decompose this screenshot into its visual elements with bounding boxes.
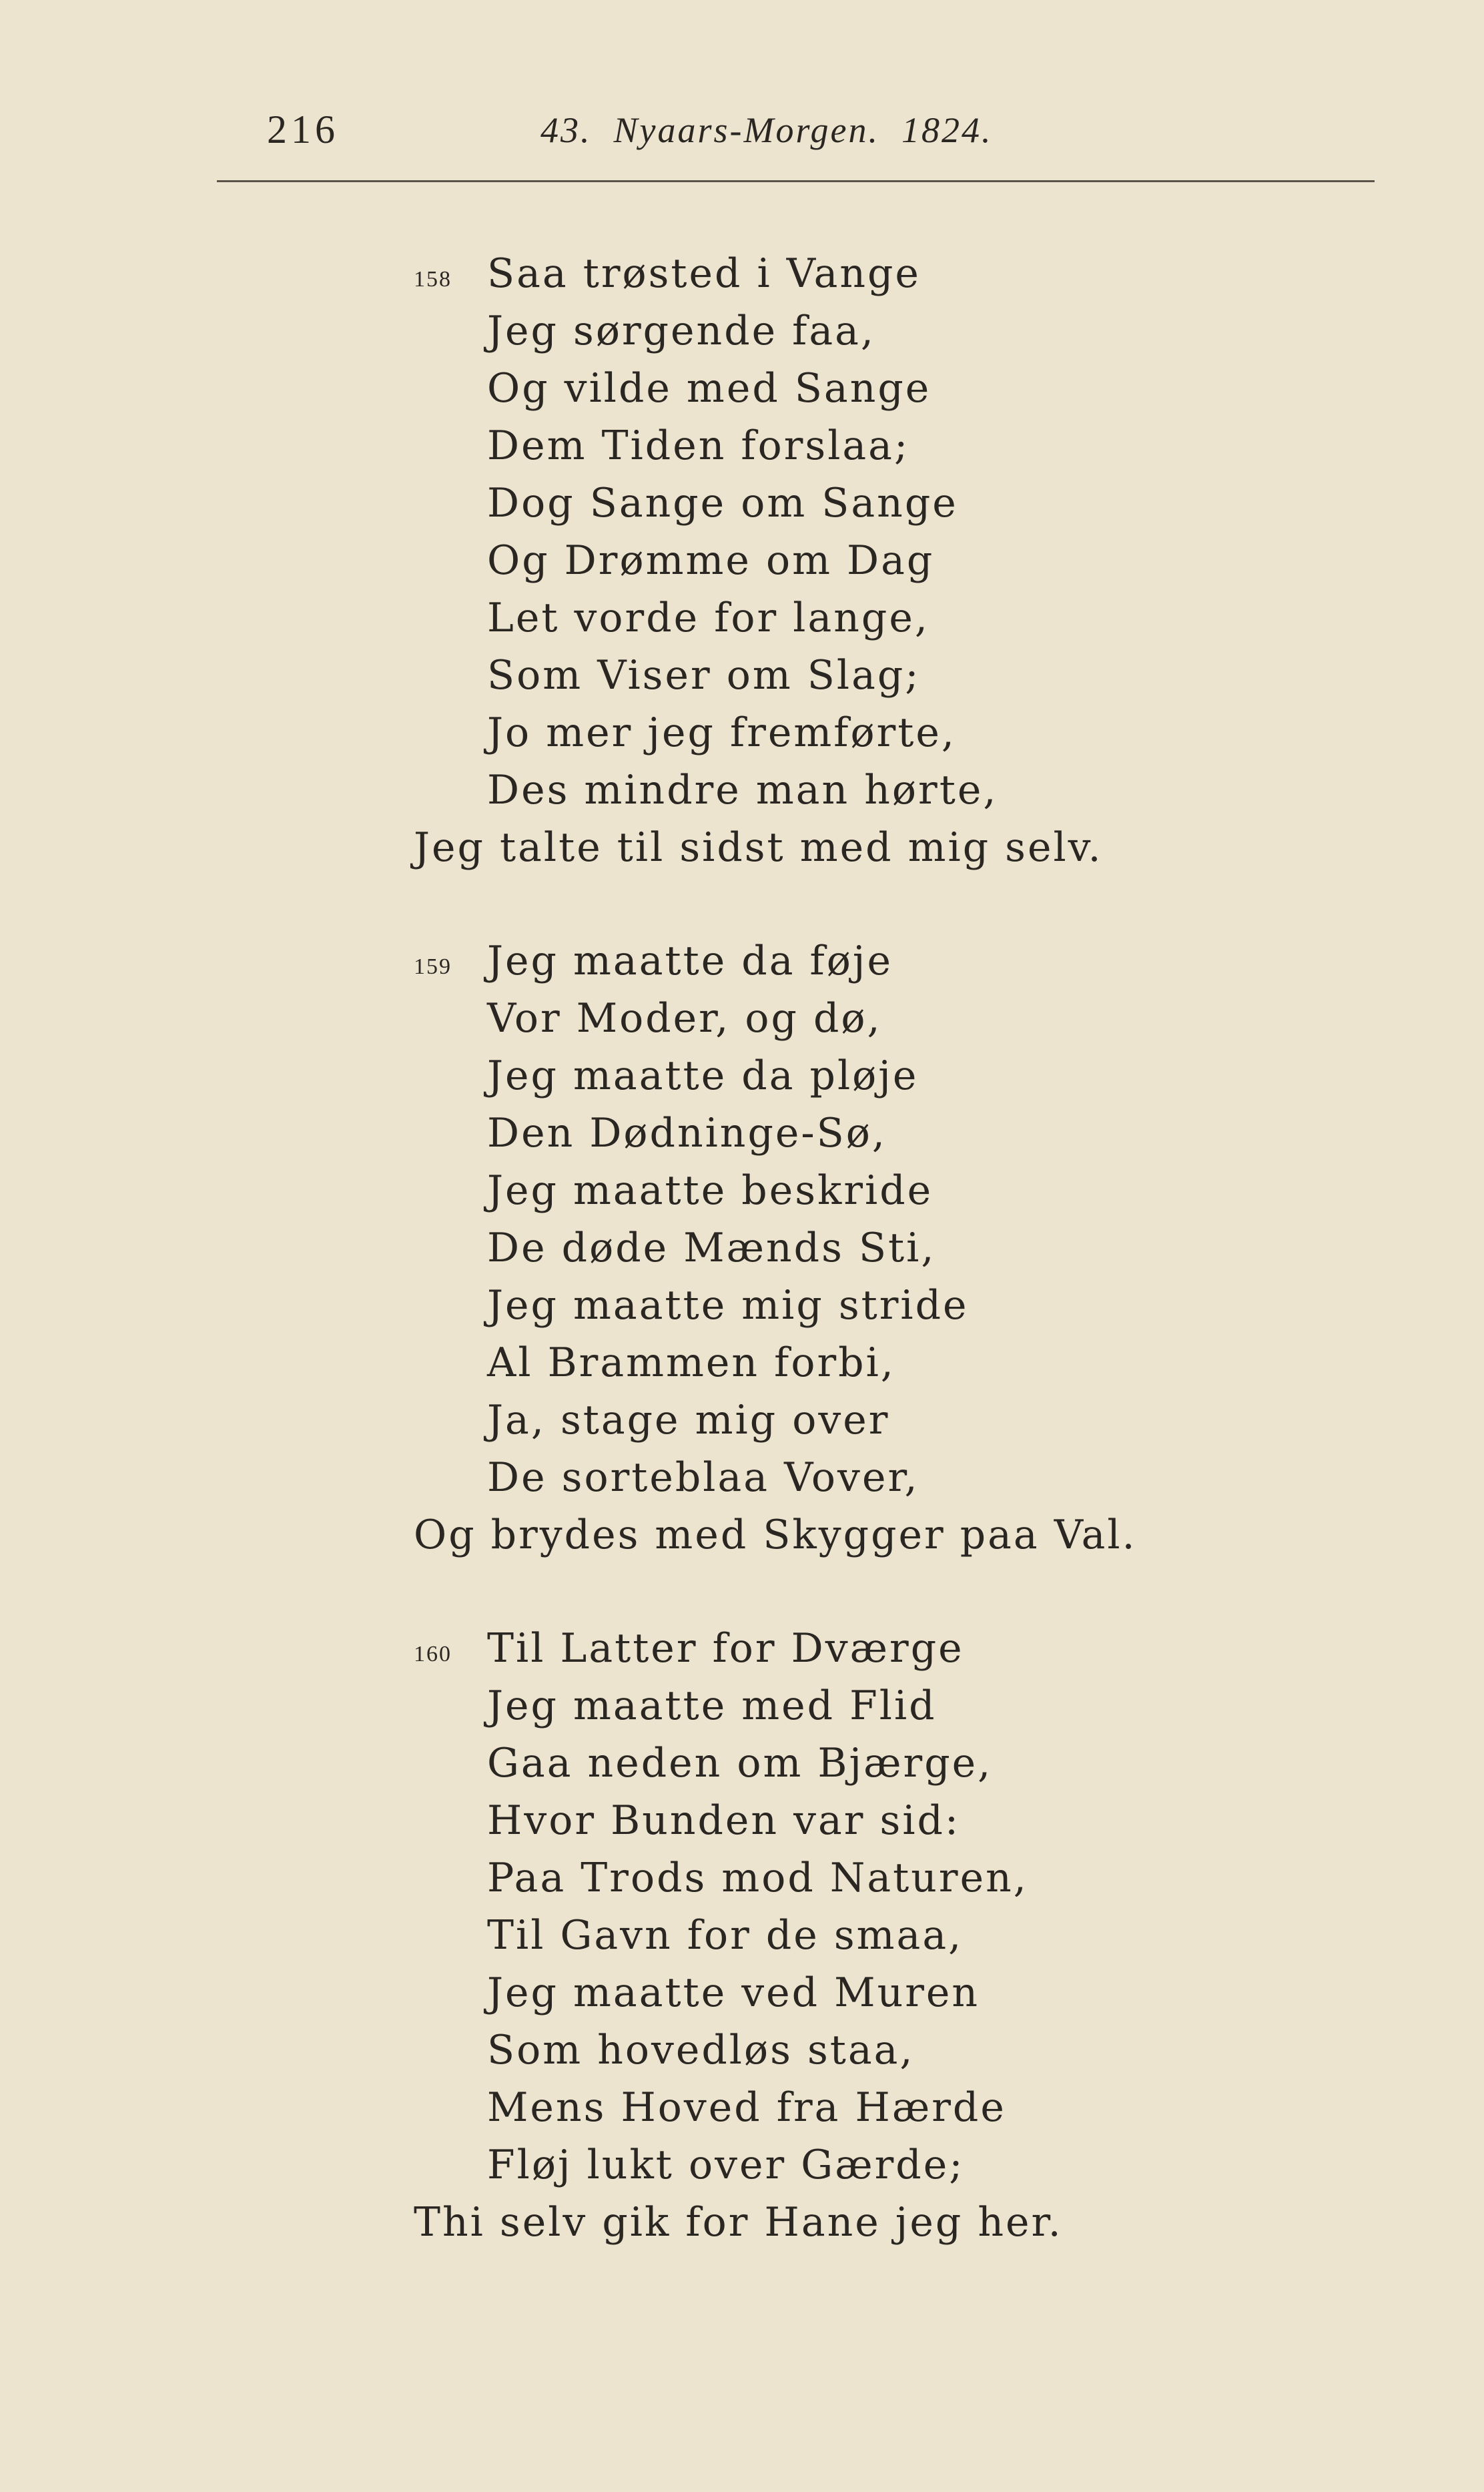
- verse-line: Mens Hoved fra Hærde: [487, 2084, 1006, 2131]
- verse-line: Al Brammen forbi,: [487, 1339, 895, 1386]
- verse-line: Jeg sørgende faa,: [487, 308, 876, 354]
- stanza-number: 160: [414, 1642, 452, 1666]
- verse-line: Som hovedløs staa,: [487, 2027, 915, 2074]
- header-rule: [217, 180, 1375, 182]
- verse-line-refrain: Og brydes med Skygger paa Val.: [414, 1512, 1137, 1558]
- verse-line: Let vorde for lange,: [487, 595, 930, 641]
- verse-line: Jeg maatte da pløje: [487, 1052, 919, 1099]
- verse-line: Ja, stage mig over: [487, 1397, 890, 1444]
- verse-line: Jeg maatte med Flid: [487, 1682, 937, 1729]
- stanza-number: 158: [414, 267, 452, 292]
- verse-line: Som Viser om Slag;: [487, 652, 921, 699]
- running-title: 43. Nyaars-Morgen. 1824.: [540, 110, 993, 150]
- verse-line: Vor Moder, og dø,: [487, 995, 882, 1042]
- verse-line: De sorteblaa Vover,: [487, 1454, 919, 1501]
- page-number: 216: [267, 107, 339, 151]
- verse-line: Des mindre man hørte,: [487, 767, 998, 814]
- verse-line: Saa trøsted i Vange: [487, 250, 921, 297]
- verse-line-refrain: Jeg talte til sidst med mig selv.: [414, 824, 1103, 871]
- verse-line: Jeg maatte mig stride: [487, 1282, 969, 1329]
- verse-line: Til Gavn for de smaa,: [487, 1912, 964, 1959]
- verse-line: Den Dødninge-Sø,: [487, 1110, 887, 1157]
- verse-line: Gaa neden om Bjærge,: [487, 1740, 993, 1787]
- verse-line: Jeg maatte da føje: [487, 938, 893, 984]
- verse-line: Jeg maatte beskride: [487, 1167, 934, 1214]
- verse-line: Paa Trods mod Naturen,: [487, 1855, 1028, 1901]
- verse-line: Og Drømme om Dag: [487, 537, 935, 584]
- verse-line: Jo mer jeg fremførte,: [487, 709, 956, 756]
- verse-line: Dem Tiden forslaa;: [487, 422, 910, 469]
- verse-line: De døde Mænds Sti,: [487, 1225, 936, 1271]
- verse-line: Jeg maatte ved Muren: [487, 1969, 980, 2016]
- stanza-number: 159: [414, 954, 452, 979]
- verse-line-refrain: Thi selv gik for Hane jeg her.: [414, 2199, 1063, 2246]
- verse-line: Hvor Bunden var sid:: [487, 1797, 961, 1844]
- verse-line: Fløj lukt over Gærde;: [487, 2142, 965, 2188]
- verse-line: Dog Sange om Sange: [487, 480, 958, 527]
- verse-line: Og vilde med Sange: [487, 365, 932, 412]
- verse-line: Til Latter for Dværge: [487, 1625, 964, 1672]
- page-header: [0, 100, 1484, 153]
